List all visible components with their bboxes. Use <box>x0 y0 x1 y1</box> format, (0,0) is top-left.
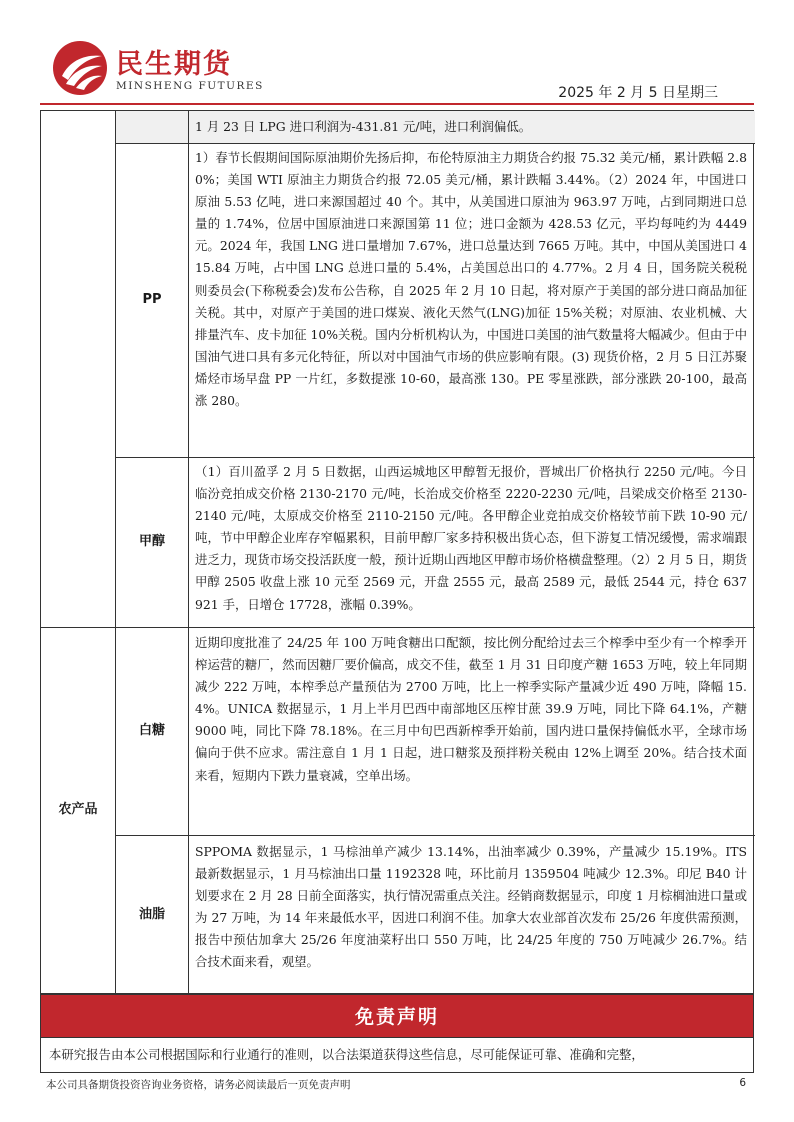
page-number: 6 <box>739 1077 746 1089</box>
row-divider <box>115 457 755 458</box>
sugar-label: 白糖 <box>138 723 165 738</box>
pp-label: PP <box>142 292 162 307</box>
row-divider <box>115 143 755 144</box>
company-name-en: MINSHENG FUTURES <box>116 80 264 92</box>
disclaimer-banner <box>40 994 754 1038</box>
company-name-cn: 民生期货 <box>116 49 232 80</box>
column-divider <box>115 111 116 995</box>
category-agri-label: 农产品 <box>58 802 98 817</box>
sugar-text: 近期印度批准了 24/25 年 100 万吨食糖出口配额，按比例分配给过去三个榨季中至少有一个榨季开榨运营的糖厂，然而因糖厂要价偏高，成交不佳，截至 1 月 31 日印度产糖 1653 万吨，较上年同期减少 222 万吨，本榨季总产量预估为 2700 万吨，比上一榨季实际产量减少近 490 万吨，降幅 15.4%。UNICA 数据显示，1 月上半月巴西中南部地区压榨甘蔗 39.9 万吨，同比下降 64.1%，产糖 9000 吨，同比下降 78.18%。在三月中旬巴西新榨季开始前，国内进口量保持偏低水平，全球市场偏向于供不应求。需注意自 1 月 1 日起，进口糖浆及预拌粉关税由 12%上调至 20%。结合技术面来看，短期内下跌力量衰减，空单出场。 <box>195 635 747 783</box>
palm-label: 油脂 <box>138 907 165 922</box>
row-divider <box>41 627 755 628</box>
minsheng-logo-icon <box>52 40 108 96</box>
pp-text: 1）春节长假期间国际原油期价先扬后抑，布伦特原油主力期货合约报 75.32 美元/桶，累计跌幅 2.80%；美国 WTI 原油主力期货合约报 72.05 美元/桶，累计跌幅 3.44%。（2）2024 年，中国进口原油 5.53 亿吨，进口来源国超过 40 个。其中，从美国进口原油为 963.97 万吨，占到同期进口总量的 1.74%，位居中国原油进口来源国第 11 位；进口金额为 428.53 亿元，平均每吨约为 4449 元。2024 年，我国 LNG 进口量增加 7.67%，进口总量达到 7665 万吨。其中，中国从美国进口 415.84 万吨，占中国 LNG 总进口量的 5.4%，占美国总出口的 4.77%。2 月 4 日，国务院关税税则委员会(下称税委会)发布公告称，自 2025 年 2 月 10 日起，将对原产于美国的部分进口商品加征关税。其中，对原产于美国的进口煤炭、液化天然气(LNG)加征 15%关税；对原油、农业机械、大排量汽车、皮卡加征 10%关税。国内分析机构认为，中国进口美国的油气数量将大幅减少。但由于中国油气进口具有多元化特征，所以对中国油气市场的供应影响有限。(3) 现货价格，2 月 5 日江苏聚烯烃市场早盘 PP 一片红，多数提涨 10-60，最高涨 130。PE 零星涨跌，部分涨跌 20-100，最高涨 280。 <box>195 150 747 409</box>
report-date: 2025 年 2 月 5 日星期三 <box>558 85 718 101</box>
content-table <box>40 110 754 994</box>
disclaimer-box <box>40 1038 754 1072</box>
palm-text: SPPOMA 数据显示，1 马棕油单产减少 13.14%，出油率减少 0.39%，产量减少 15.19%。ITS 最新数据显示，1 月马棕油出口量 1192328 吨，环比前月 1359504 吨减少 12.3%。印尼 B40 计划要求在 2 月 28 日前全面落实，执行情况需重点关注。经销商数据显示，印度 1 月棕榈油进口量或为 27 万吨，为 14 年来最低水平，因进口利润不佳。加拿大农业部首次发布 25/26 年度供需预测，报告中预估加拿大 25/26 年度油菜籽出口 550 万吨，比 24/25 年度的 750 万吨减少 26.7%。结合技术面来看，观望。 <box>195 844 747 970</box>
methanol-label: 甲醇 <box>138 534 165 549</box>
page-header <box>40 36 754 102</box>
page-footer <box>40 1072 754 1094</box>
disclaimer-title: 免责声明 <box>354 1006 439 1028</box>
disclaimer-text: 本研究报告由本公司根据国际和行业通行的准则，以合法渠道获得这些信息，尽可能保证可靠、准确和完整， <box>49 1047 644 1062</box>
shaded-cell <box>115 111 189 143</box>
column-divider <box>188 111 189 995</box>
lpg-text: 1 月 23 日 LPG 进口利润为-431.81 元/吨，进口利润偏低。 <box>195 119 532 134</box>
footer-note: 本公司具备期货投资咨询业务资格，请务必阅读最后一页免责声明 <box>46 1079 351 1091</box>
methanol-text: （1）百川盈孚 2 月 5 日数据，山西运城地区甲醇暂无报价，晋城出厂价格执行 2250 元/吨。今日临汾竞拍成交价格 2130-2170 元/吨，长治成交价格至 2220-2230 元/吨，吕梁成交价格至 2130-2140 元/吨，太原成交价格至 2110-2150 元/吨。各甲醇企业竞拍成交价格较节前下跌 10-90 元/吨，节中甲醇企业库存窄幅累积，目前甲醇厂家多持积极出货心态，但下游复工情况缓慢，需求端跟进乏力，现货市场交投活跃度一般，预计近期山西地区甲醇市场价格横盘整理。（2）2 月 5 日，期货甲醇 2505 收盘上涨 10 元至 2569 元，开盘 2555 元，最高 2589 元，最低 2544 元，持仓 637921 手，日增仓 17728，涨幅 0.39%。 <box>195 464 747 612</box>
row-divider <box>115 835 755 836</box>
header-divider <box>40 103 754 105</box>
